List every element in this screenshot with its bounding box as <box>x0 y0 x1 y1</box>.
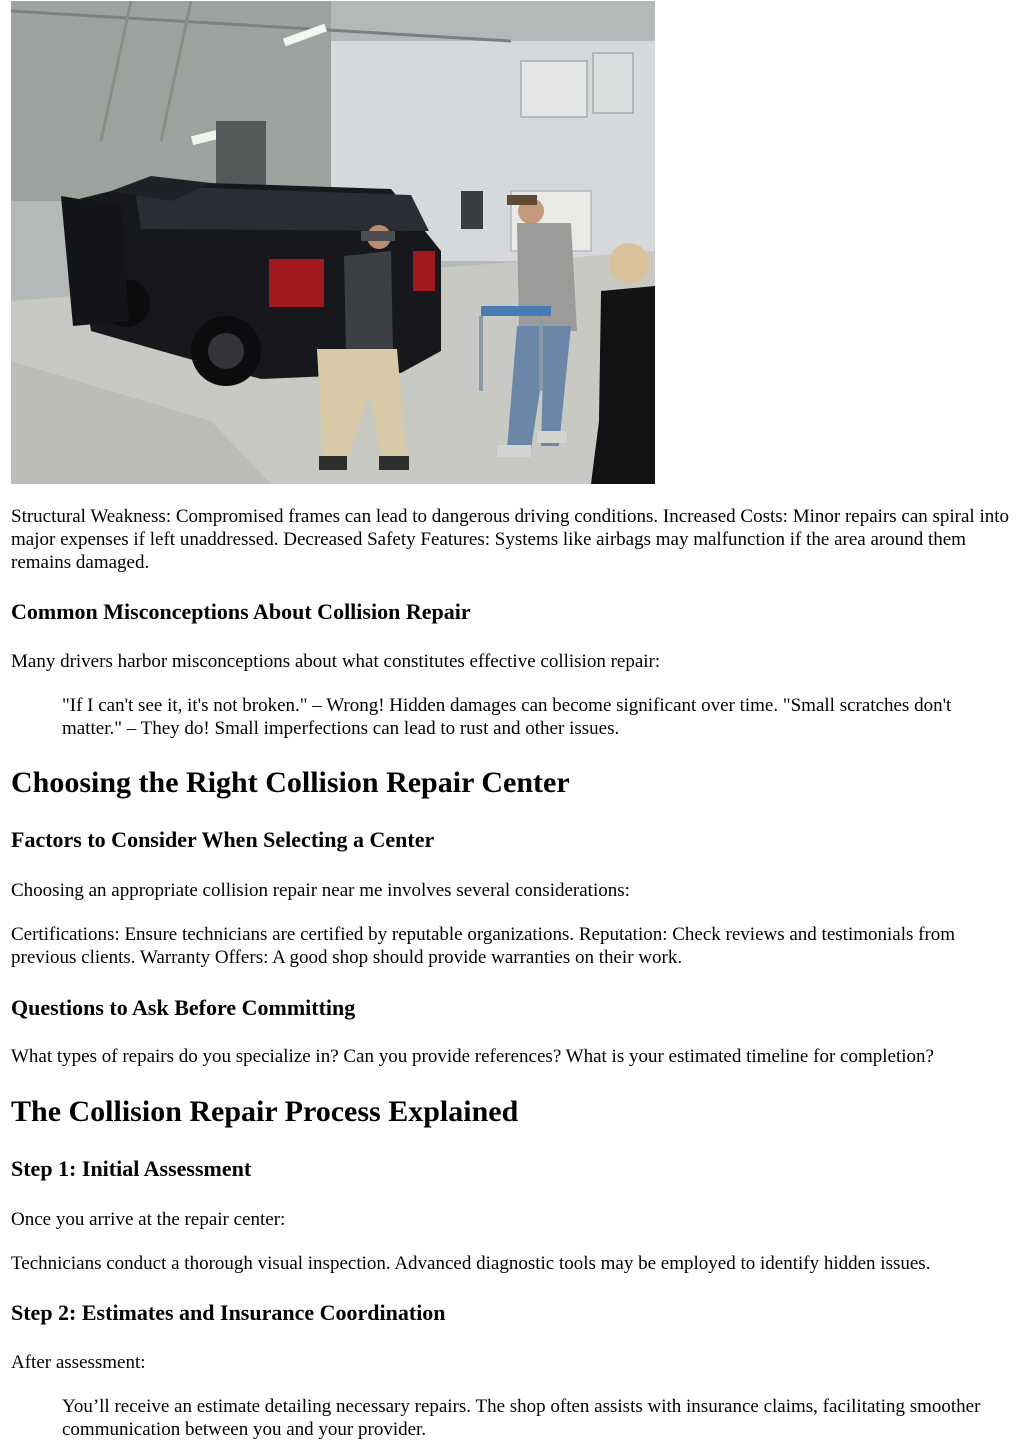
repair-shop-photo-illustration <box>11 1 655 484</box>
paragraph-risks: Structural Weakness: Compromised frames can lead to dangerous driving conditions. Increased Costs: Minor repairs can spiral into major expenses if left unaddressed. Decreased Safety Features: Systems like airbags may malfunction if the area around them remains damaged. <box>11 506 1010 573</box>
paragraph-step2-intro: After assessment: <box>11 1352 146 1373</box>
quote-misconceptions: "If I can't see it, it's not broken." – Wrong! Hidden damages can become significant over time. "Small scratches don't matter." – They do! Small imperfections can lead to rust and other issues. <box>62 695 952 739</box>
heading-step2: Step 2: Estimates and Insurance Coordination <box>11 1300 446 1325</box>
quote-step2: You’ll receive an estimate detailing necessary repairs. The shop often assists with insurance claims, facilitating smoother communication between you and your provider. <box>62 1396 981 1440</box>
heading-choosing-center: Choosing the Right Collision Repair Center <box>11 766 570 799</box>
heading-step1: Step 1: Initial Assessment <box>11 1156 252 1181</box>
paragraph-factors: Certifications: Ensure technicians are certified by reputable organizations. Reputation: Check reviews and testimonials from previous clients. Warranty Offers: A good shop should provide warranties on their work. <box>11 924 956 968</box>
heading-process: The Collision Repair Process Explained <box>11 1095 519 1128</box>
hero-photo <box>11 1 655 484</box>
paragraph-step1: Technicians conduct a thorough visual inspection. Advanced diagnostic tools may be employed to identify hidden issues. <box>11 1253 931 1274</box>
paragraph-misconceptions-intro: Many drivers harbor misconceptions about what constitutes effective collision repair: <box>11 651 661 672</box>
paragraph-questions: What types of repairs do you specialize in? Can you provide references? What is your estimated timeline for completion? <box>11 1046 934 1067</box>
heading-misconceptions: Common Misconceptions About Collision Repair <box>11 599 471 624</box>
paragraph-factors-intro: Choosing an appropriate collision repair near me involves several considerations: <box>11 880 630 901</box>
heading-factors: Factors to Consider When Selecting a Center <box>11 827 435 852</box>
paragraph-step1-intro: Once you arrive at the repair center: <box>11 1209 286 1230</box>
heading-questions: Questions to Ask Before Committing <box>11 995 356 1020</box>
